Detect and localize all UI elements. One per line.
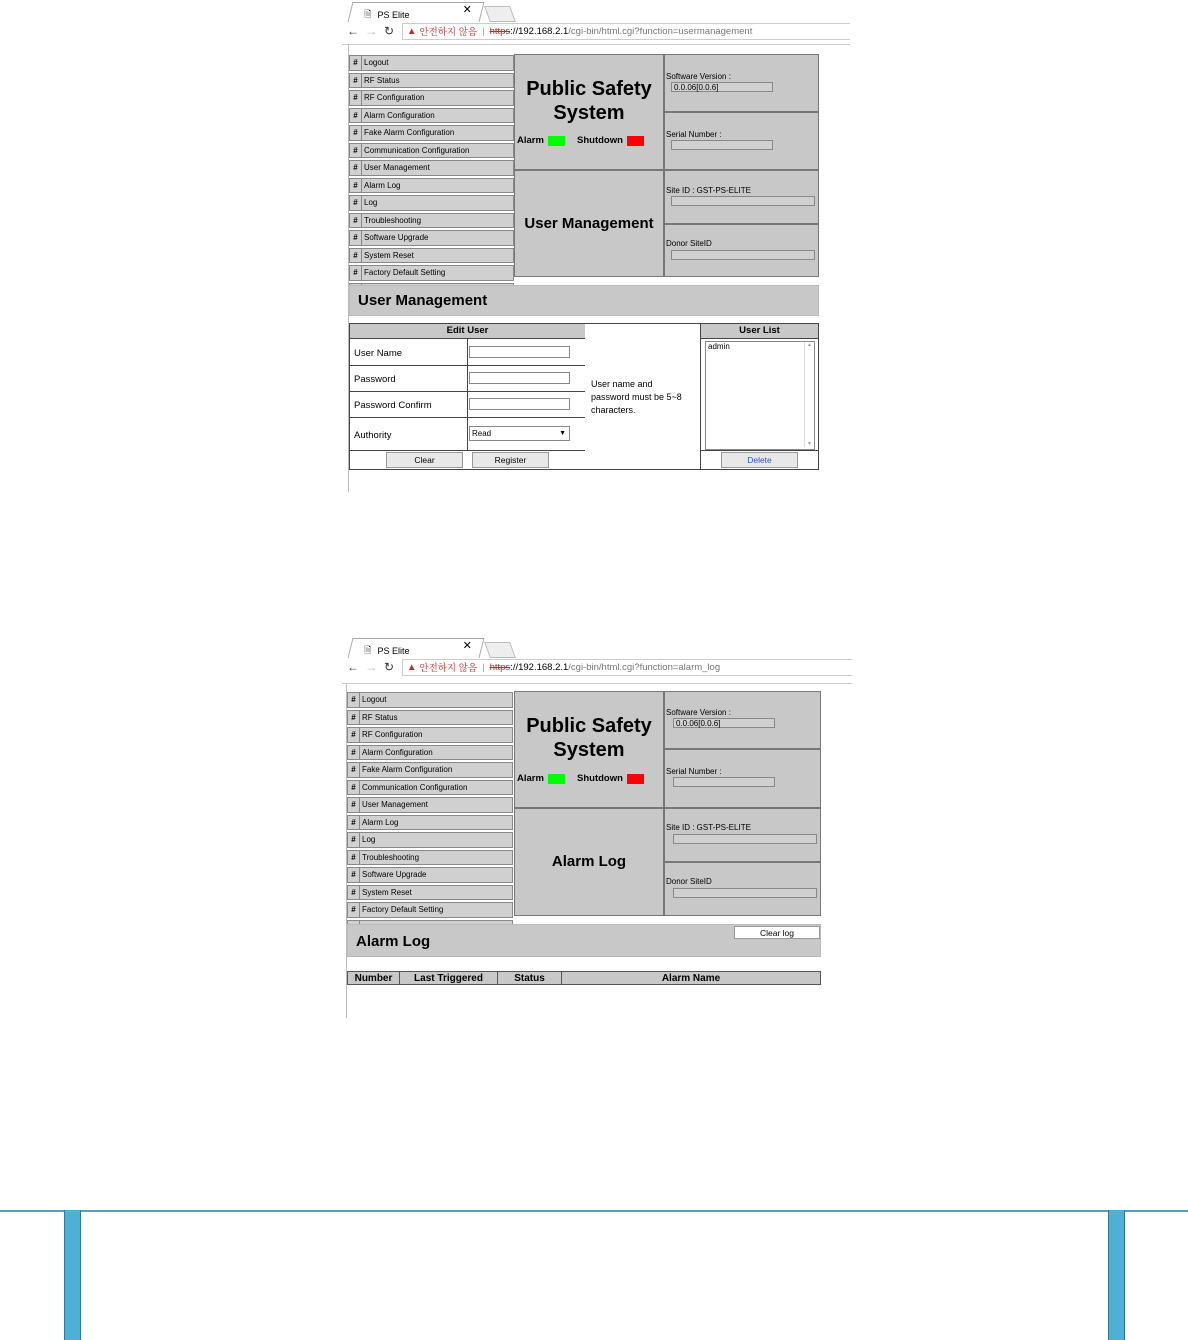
- new-tab-button[interactable]: [484, 642, 516, 658]
- menu-item[interactable]: [349, 108, 514, 124]
- new-tab-button[interactable]: [484, 6, 516, 22]
- password-confirm-input[interactable]: [469, 398, 570, 410]
- menu-hash: #: [350, 91, 362, 105]
- address-bar-row: [342, 658, 852, 676]
- menu-hash: #: [348, 798, 360, 812]
- menu-item-label[interactable]: Alarm Log: [364, 180, 401, 190]
- menu-item-label[interactable]: RF Configuration: [364, 93, 425, 102]
- menu-item-label[interactable]: User Management: [362, 800, 428, 809]
- menu-item[interactable]: [347, 692, 513, 708]
- side-menu: [347, 692, 513, 937]
- site-id-panel: [664, 808, 821, 862]
- menu-item[interactable]: [347, 710, 513, 726]
- separator: |: [482, 25, 485, 37]
- menu-item[interactable]: [349, 143, 514, 159]
- url-host: ://192.168.2.1: [510, 25, 569, 37]
- menu-item[interactable]: [349, 90, 514, 106]
- serial-number-panel: [664, 112, 819, 170]
- page-title-panel: [514, 170, 664, 277]
- donor-site-label: Donor SiteID: [666, 239, 712, 248]
- url-field[interactable]: [402, 659, 852, 676]
- menu-item[interactable]: [347, 885, 513, 901]
- donor-site-panel: [664, 862, 821, 916]
- menu-item-label[interactable]: Software Upgrade: [362, 870, 427, 879]
- note-text: User name and password must be 5~8 characters.: [591, 379, 682, 415]
- menu-hash: #: [348, 693, 360, 707]
- scroll-up-icon[interactable]: ▲: [807, 342, 812, 348]
- menu-item[interactable]: [349, 178, 514, 194]
- menu-item-label[interactable]: Alarm Configuration: [362, 747, 433, 757]
- password-row: [350, 366, 585, 392]
- menu-item-label[interactable]: Troubleshooting: [364, 215, 422, 225]
- tab-bar: [342, 636, 852, 658]
- page-icon: 🗎: [364, 9, 372, 19]
- divider: [467, 339, 468, 365]
- menu-item[interactable]: [347, 727, 513, 743]
- toolbar-divider: [342, 44, 850, 45]
- divider: [467, 392, 468, 417]
- menu-hash: #: [348, 781, 360, 795]
- tab-bar: [342, 0, 850, 22]
- url-scheme: https: [489, 25, 511, 37]
- menu-hash: #: [350, 179, 362, 193]
- donor-site-label: Donor SiteID: [666, 877, 712, 886]
- site-id-field: [671, 196, 815, 206]
- alarm-lamp: [548, 136, 565, 146]
- menu-item-label[interactable]: RF Configuration: [362, 730, 423, 739]
- menu-hash: #: [350, 249, 362, 263]
- menu-item[interactable]: [349, 265, 514, 281]
- reload-icon[interactable]: ↻: [383, 660, 395, 674]
- menu-item-label[interactable]: Alarm Log: [362, 817, 399, 827]
- menu-item[interactable]: [347, 850, 513, 866]
- menu-hash: #: [350, 126, 362, 140]
- menu-hash: #: [350, 231, 362, 245]
- shutdown-indicator: [577, 773, 644, 784]
- forward-arrow-icon[interactable]: →: [365, 660, 377, 674]
- menu-item[interactable]: [349, 55, 514, 71]
- alarm-label: Alarm: [517, 135, 544, 146]
- menu-item-label[interactable]: Logout: [362, 695, 387, 704]
- password-input[interactable]: [469, 372, 570, 384]
- page-title-panel: [514, 808, 664, 916]
- menu-item[interactable]: [349, 125, 514, 141]
- register-button[interactable]: Register: [472, 452, 549, 468]
- section-title: Alarm Log: [356, 933, 431, 950]
- back-arrow-icon[interactable]: ←: [347, 660, 359, 674]
- menu-item-label[interactable]: Communication Configuration: [364, 145, 470, 155]
- column-header: Status: [498, 972, 562, 984]
- side-menu: [349, 55, 514, 300]
- page-icon: 🗎: [364, 645, 372, 655]
- menu-item-label[interactable]: Logout: [364, 58, 389, 67]
- divider: [467, 366, 468, 391]
- menu-hash: #: [348, 886, 360, 900]
- menu-item-label[interactable]: RF Status: [364, 75, 400, 85]
- password-label: Password: [354, 374, 396, 385]
- system-title: Public Safety System: [526, 715, 652, 761]
- page-title: Alarm Log: [551, 853, 627, 870]
- address-bar-row: [342, 22, 850, 40]
- menu-item[interactable]: [347, 832, 513, 848]
- menu-item[interactable]: [349, 248, 514, 264]
- menu-hash: #: [348, 903, 360, 917]
- software-version-label: Software Version :: [666, 72, 731, 81]
- menu-item[interactable]: [347, 815, 513, 831]
- site-id-label: Site ID : GST-PS-ELITE: [666, 186, 751, 195]
- menu-item[interactable]: [349, 195, 514, 211]
- alarm-lamp: [548, 774, 565, 784]
- menu-item-label[interactable]: Alarm Configuration: [364, 110, 435, 120]
- menu-item[interactable]: [347, 780, 513, 796]
- user-list-table: [700, 323, 819, 470]
- site-id-field: [673, 834, 817, 844]
- system-title-panel: [514, 54, 664, 170]
- footer-right-bar: [1108, 1210, 1125, 1340]
- forward-arrow-icon[interactable]: →: [365, 24, 377, 38]
- menu-item[interactable]: [349, 73, 514, 89]
- divider: [467, 418, 468, 450]
- scrollbar[interactable]: [804, 342, 814, 447]
- alarm-log-table-header: [347, 971, 821, 985]
- authority-select[interactable]: [469, 426, 570, 441]
- menu-item-label[interactable]: Fake Alarm Configuration: [362, 765, 453, 774]
- serial-number-label: Serial Number :: [666, 130, 722, 139]
- scroll-down-icon[interactable]: ▼: [807, 441, 812, 447]
- toolbar-divider: [342, 683, 852, 684]
- warning-icon: ▲: [407, 661, 417, 673]
- shutdown-lamp: [627, 136, 644, 146]
- separator: |: [482, 661, 485, 673]
- back-arrow-icon[interactable]: ←: [347, 24, 359, 38]
- warning-icon: ▲: [407, 25, 417, 37]
- menu-hash: #: [348, 711, 360, 725]
- shutdown-lamp: [627, 774, 644, 784]
- menu-item-label[interactable]: Software Upgrade: [364, 233, 429, 242]
- screenshot-alarm-log: [342, 636, 852, 1020]
- serial-number-panel: [664, 749, 821, 808]
- page-title: User Management: [524, 215, 654, 232]
- menu-hash: #: [350, 161, 362, 175]
- serial-number-field: [671, 140, 773, 150]
- footer-divider: [0, 1210, 1188, 1212]
- url-field[interactable]: [402, 23, 850, 40]
- column-header: Last Triggered: [400, 972, 498, 984]
- menu-item[interactable]: [347, 745, 513, 761]
- shutdown-label: Shutdown: [577, 135, 623, 146]
- donor-site-panel: [664, 224, 819, 277]
- edit-user-header: Edit User: [350, 324, 585, 339]
- column-header: Number: [348, 972, 400, 984]
- note-panel: [585, 323, 701, 470]
- system-title: Public Safety System: [526, 78, 652, 124]
- user-name-row: [350, 339, 585, 366]
- menu-hash: #: [348, 763, 360, 777]
- delete-button[interactable]: Delete: [721, 452, 798, 468]
- url-path: /cgi-bin/html.cgi?function=usermanagement: [568, 25, 753, 37]
- menu-hash: #: [350, 266, 362, 280]
- clear-log-button[interactable]: Clear log: [734, 926, 820, 939]
- menu-item-label[interactable]: Log: [362, 835, 376, 844]
- menu-hash: #: [350, 109, 362, 123]
- reload-icon[interactable]: ↻: [383, 24, 395, 38]
- menu-item[interactable]: [347, 867, 513, 883]
- alarm-label: Alarm: [517, 773, 544, 784]
- user-list-box[interactable]: [705, 341, 815, 450]
- menu-item-label[interactable]: Communication Configuration: [362, 782, 468, 792]
- alarm-indicator: [517, 773, 565, 784]
- clear-button[interactable]: Clear: [386, 452, 463, 468]
- software-version-panel: [664, 691, 821, 749]
- menu-item-label[interactable]: System Reset: [362, 887, 412, 897]
- alarm-indicator: [517, 135, 565, 146]
- software-version-label: Software Version :: [666, 708, 731, 717]
- menu-item-label[interactable]: Troubleshooting: [362, 852, 420, 862]
- password-confirm-label: Password Confirm: [354, 400, 432, 411]
- screenshot-user-management: [342, 0, 850, 492]
- menu-item[interactable]: [347, 762, 513, 778]
- menu-item-label[interactable]: System Reset: [364, 250, 414, 260]
- authority-value: Read: [472, 429, 492, 438]
- serial-number-field: [673, 777, 775, 787]
- tab-title: PS Elite: [377, 646, 410, 656]
- menu-hash: #: [348, 816, 360, 830]
- menu-item-label[interactable]: RF Status: [362, 712, 398, 722]
- close-icon[interactable]: ✕: [462, 4, 472, 16]
- authority-row: [350, 418, 585, 451]
- footer-left-bar: [64, 1210, 81, 1340]
- menu-hash: #: [350, 56, 362, 70]
- menu-hash: #: [348, 833, 360, 847]
- menu-item-label[interactable]: Factory Default Setting: [362, 905, 444, 914]
- password-confirm-row: [350, 392, 585, 418]
- software-version-panel: [664, 54, 819, 112]
- menu-hash: #: [348, 728, 360, 742]
- column-header: Alarm Name: [661, 973, 721, 984]
- site-id-label: Site ID : GST-PS-ELITE: [666, 823, 751, 832]
- url-path: /cgi-bin/html.cgi?function=alarm_log: [568, 661, 721, 673]
- menu-item[interactable]: [349, 213, 514, 229]
- system-title-panel: [514, 691, 664, 808]
- menu-hash: #: [350, 144, 362, 158]
- security-warning: 안전하지 않음: [419, 663, 478, 674]
- menu-hash: #: [348, 851, 360, 865]
- menu-hash: #: [348, 746, 360, 760]
- browser-tab[interactable]: [348, 638, 485, 658]
- shutdown-label: Shutdown: [577, 773, 623, 784]
- user-name-input[interactable]: [469, 346, 570, 358]
- divider: [701, 450, 818, 451]
- software-version-field: 0.0.06[0.0.6]: [673, 718, 775, 728]
- menu-item[interactable]: [349, 160, 514, 176]
- menu-item-label[interactable]: Fake Alarm Configuration: [364, 128, 455, 137]
- user-name-label: User Name: [354, 348, 403, 359]
- shutdown-indicator: [577, 135, 644, 146]
- dropdown-arrow-icon: ▼: [559, 430, 566, 437]
- menu-hash: #: [348, 868, 360, 882]
- close-icon[interactable]: ✕: [462, 640, 472, 652]
- edit-user-table: [349, 323, 586, 470]
- user-list-header: User List: [701, 324, 818, 339]
- donor-site-field: [671, 250, 815, 260]
- user-list-item[interactable]: admin: [708, 342, 730, 351]
- menu-item[interactable]: [347, 797, 513, 813]
- menu-item-label[interactable]: Factory Default Setting: [364, 268, 446, 277]
- authority-label: Authority: [354, 430, 392, 441]
- software-version-field: 0.0.06[0.0.6]: [671, 82, 773, 92]
- menu-item[interactable]: [347, 902, 513, 918]
- donor-site-field: [673, 888, 817, 898]
- menu-item[interactable]: [349, 230, 514, 246]
- security-warning: 안전하지 않음: [419, 27, 478, 38]
- site-id-panel: [664, 170, 819, 224]
- url-host: ://192.168.2.1: [510, 661, 569, 673]
- menu-hash: #: [350, 214, 362, 228]
- menu-hash: #: [350, 196, 362, 210]
- tab-title: PS Elite: [377, 10, 410, 20]
- menu-item-label[interactable]: User Management: [364, 163, 430, 172]
- menu-item-label[interactable]: Log: [364, 198, 378, 207]
- menu-hash: #: [350, 74, 362, 88]
- section-title: User Management: [349, 285, 819, 316]
- browser-tab[interactable]: [348, 2, 485, 22]
- serial-number-label: Serial Number :: [666, 767, 722, 776]
- url-scheme: https: [489, 661, 511, 673]
